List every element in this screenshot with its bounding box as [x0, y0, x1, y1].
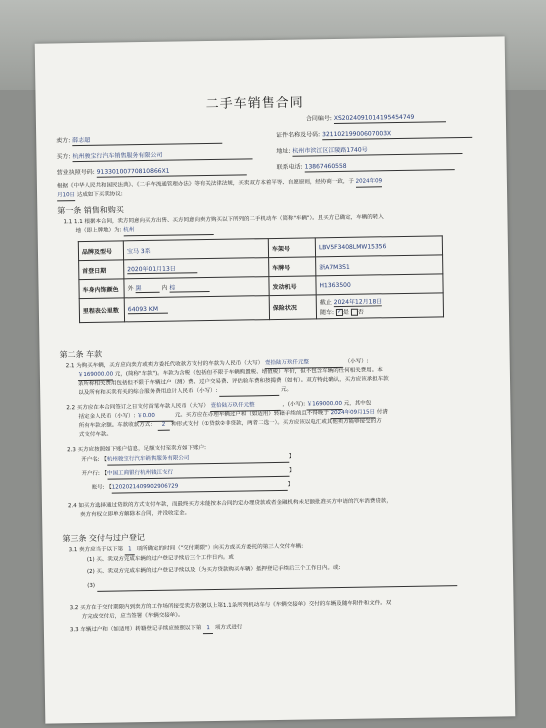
preamble-date-2: 月10日: [57, 192, 75, 201]
p33-option: 1: [203, 625, 213, 634]
account-number: 1202021409902906729: [112, 482, 288, 493]
contract-page: [35, 36, 516, 723]
p22-deposit-label: 括定金人民币（小写）:: [78, 413, 136, 421]
address-row: [276, 145, 462, 157]
vin-value: LBV5F3408LMW15356: [315, 236, 442, 257]
preamble-text-2: 达成如下买卖协议:: [76, 191, 123, 199]
brand-value: 宝马 3系: [123, 239, 268, 260]
insurance-until-label: 截止: [319, 299, 332, 307]
license-value: 91330100770810866X1: [97, 166, 247, 177]
phone-value: 13867460558: [305, 161, 455, 172]
account-name-row: 开户名: 【杭州骏宝行汽车销售服务有限公司 】: [81, 454, 294, 466]
article-1-heading: 第一条 销售和购买: [57, 205, 124, 216]
first-reg-value: [124, 258, 269, 279]
color-value: [124, 277, 269, 298]
mileage-value: [124, 296, 269, 322]
preamble-line-2: [57, 191, 123, 201]
license-row: [57, 166, 247, 178]
insurance-until-date: 2024年12月18日: [333, 298, 383, 307]
insurance-question: 随车:: [319, 309, 335, 317]
no-option: 否: [357, 308, 364, 316]
id-label: 证件名称及号码:: [276, 131, 321, 139]
bank-label: 开户行:: [81, 470, 100, 478]
p22-text-2-end: 付清: [376, 409, 388, 416]
preamble-line-1: [57, 178, 382, 192]
option-3: [87, 577, 457, 591]
p22-text: 2.2 买方应在本合同签订之日支付首笔车款人民币（大写）: [66, 403, 209, 412]
p22-text-3b: 种形式支付（①贷款②非贷款，两者二选一）。买方应该以电汇或其他卖方能够接受的方: [171, 418, 382, 428]
p22-line-4: 式支付车款。: [78, 431, 112, 439]
preamble-text: 根据《中华人民共和国民法典》、《二手车流通管理办法》等有关法律法规，买卖双方本着平等、自愿原则，经协商一致，于: [56, 178, 354, 190]
option-3-blank: [97, 577, 457, 591]
color-int-label: 内: [161, 284, 168, 292]
first-reg-label: 首登日期: [79, 260, 124, 280]
vehicle-table: [78, 235, 444, 323]
buyer-label: 买方:: [56, 153, 71, 161]
p11-line-2: [76, 226, 214, 237]
first-reg-date: 2020年01月13日: [127, 263, 197, 274]
p22-amount: ￥169000.00: [307, 401, 342, 410]
plate-value: 浙A7M3S1: [316, 255, 443, 276]
article-3-heading: 第三条 交付与过户登记: [62, 533, 146, 544]
contract-no-value: XS2024091014195454749: [334, 113, 446, 124]
contract-no-label: 合同编号:: [305, 115, 332, 123]
license-label: 营业执照号码:: [56, 168, 95, 177]
article-2-heading: 第二条 车款: [59, 349, 103, 360]
p21-blank: [219, 387, 279, 396]
seller-row: [56, 135, 222, 147]
p22-method: 2: [157, 422, 169, 431]
color-ext-label: 外: [127, 285, 134, 293]
seller-label: 卖方:: [56, 137, 71, 145]
address-label: 地址:: [276, 147, 291, 155]
p33-text-end: 项方式进行: [214, 624, 243, 631]
id-row: [276, 129, 472, 141]
p21-text-2: 元，(简称"车款")。车款为含税（包括但不限于车辆购置税、增值税）车价，但不包含车辆的任何相关费用。本: [114, 367, 383, 378]
p22-deposit: ￥0.00: [137, 413, 173, 422]
page-title: 二手车销售合同: [205, 95, 304, 113]
p31-line: [69, 544, 304, 556]
p21-amount: ￥169000.00: [78, 372, 113, 381]
vin-label: 车架号: [268, 238, 315, 258]
p21-amount-cn: 壹拾陆万玖仟元整: [265, 359, 343, 369]
buyer-name: 杭州骏宝行汽车销售服务有限公司: [72, 150, 252, 162]
bank-row: 开户行: 【中国工商银行杭州钱江支行 】: [81, 468, 294, 480]
p22-text-end: 元，其中包: [343, 400, 372, 407]
p22-text-2: 元。买方应在办理车辆过户和（如适用）转籍手续前且不得晚于: [174, 410, 329, 419]
account-name: 杭州骏宝行汽车销售服务有限公司: [107, 454, 289, 465]
account-name-label: 开户名:: [81, 456, 100, 464]
plate-label: 车牌号: [269, 257, 316, 277]
p22-date: 2024年09月15日: [331, 409, 376, 418]
p31-option: 1: [125, 546, 135, 555]
p24-line-2: 卖方有权立即单方解除本合同，并没收定金。: [80, 510, 191, 519]
p21-line-3: 条所称相关费用包括但不限于车辆过户（测）费、过户交易费、评估验车费和按揭费（如有）。双方特此确认，买方应该承担车款: [77, 376, 389, 388]
p22-amount-cn: 壹拾陆万玖仟元整: [211, 402, 281, 412]
id-number: 32110219900607003X: [322, 129, 472, 140]
engine-value: H1363500: [316, 274, 443, 295]
address-value: 杭州市滨江区江陵路1740号: [292, 145, 462, 157]
phone-label: 联系电话:: [276, 163, 303, 171]
p31-text: 3.1 卖方应当于以下第: [68, 546, 124, 554]
color-ext-value: 黑: [135, 283, 159, 293]
seller-name: 薛志超: [72, 135, 222, 146]
p11-text: 地（即上牌地）为:: [75, 227, 122, 235]
bank-name: 中国工商银行杭州钱江支行: [107, 468, 289, 479]
mileage-number: 64093 KM: [128, 305, 168, 314]
p22-text-3: 所有车款余额。车款收款方式：: [78, 421, 156, 430]
p21-text: 2.1 为购买车辆，买方应向卖方或卖方委托代收款方支付的车款为人民币（大写）: [65, 360, 264, 370]
p21-text-4: 以及所有和买卖有关的综合服务费用总计人民币（小写）:: [78, 387, 218, 397]
color-int-value: 棕: [169, 282, 209, 293]
p21-end: 元。: [280, 386, 293, 393]
p22-small-label: ，(小写):: [282, 401, 306, 408]
insurance-label: 保险状况: [269, 295, 316, 320]
p11-place: 杭州: [123, 226, 213, 236]
yes-option: 是: [342, 308, 349, 316]
check-icon: ✓: [337, 308, 342, 316]
preamble-date: 2024年09: [356, 178, 383, 187]
option-1: (1) 买、卖双方完成车辆的过户登记手续后三个工作日内。或: [86, 554, 234, 563]
p21-small-label: （小写）:: [344, 358, 369, 365]
color-label: 车身内饰颜色: [79, 279, 124, 299]
p32-line-2: 方完成交付后，应当签署《车辆交接单》。: [81, 612, 184, 621]
mileage-label: 里程表公里数: [79, 298, 124, 323]
buyer-row: [56, 150, 252, 162]
p31-text-end: 项所确定的时间（"交付期限"）向买方或买方委托的第三人交付车辆:: [136, 543, 304, 553]
p21-line-4: [78, 387, 292, 399]
option-3-label: (3): [87, 582, 96, 589]
brand-label: 品牌及型号: [78, 241, 123, 261]
table-row: [79, 293, 443, 323]
option-2: (2) 买、卖双方完成车辆的过户登记手续以及（为买方贷款购买车辆）抵押登记手续后三个工作日内。或:: [86, 564, 341, 575]
p33-line: [70, 625, 243, 636]
p23-line: 2.3 买方应按照如下账户信息，足额支付至卖方如下账户:: [67, 445, 206, 454]
p24-line-1: 2.4 如买方选择通过贷款的方式支付车款，而最终买方未能按本合同约定办理贷款或者金融机构未足额批准买方申请的汽车消费贷款，: [67, 498, 392, 510]
insurance-value: [316, 293, 443, 319]
p11-line-1: 1.1 1.1 根据本合同，卖方同意向买方出售、买方同意向卖方购买以下所列的二手机动车（简称"车辆"）。且买方已确定，车辆的转入: [63, 214, 384, 226]
engine-label: 发动机号: [269, 276, 316, 296]
p33-text: 3.3 车辆过户和（如适用）转籍登记手续应按照以下第: [69, 625, 202, 634]
account-no-row: 账号: 【1202021409902906729 】: [92, 482, 294, 494]
phone-row: [277, 161, 455, 173]
p32-line-1: 3.2 买方在于交付期限内到卖方的工作场所接受卖方依据以上第1.1条所列机动车与《车辆交接单》交付的车辆及随车附件和文件。双: [69, 600, 392, 612]
contract-no: [306, 113, 446, 124]
account-no-label: 账号:: [91, 484, 105, 491]
